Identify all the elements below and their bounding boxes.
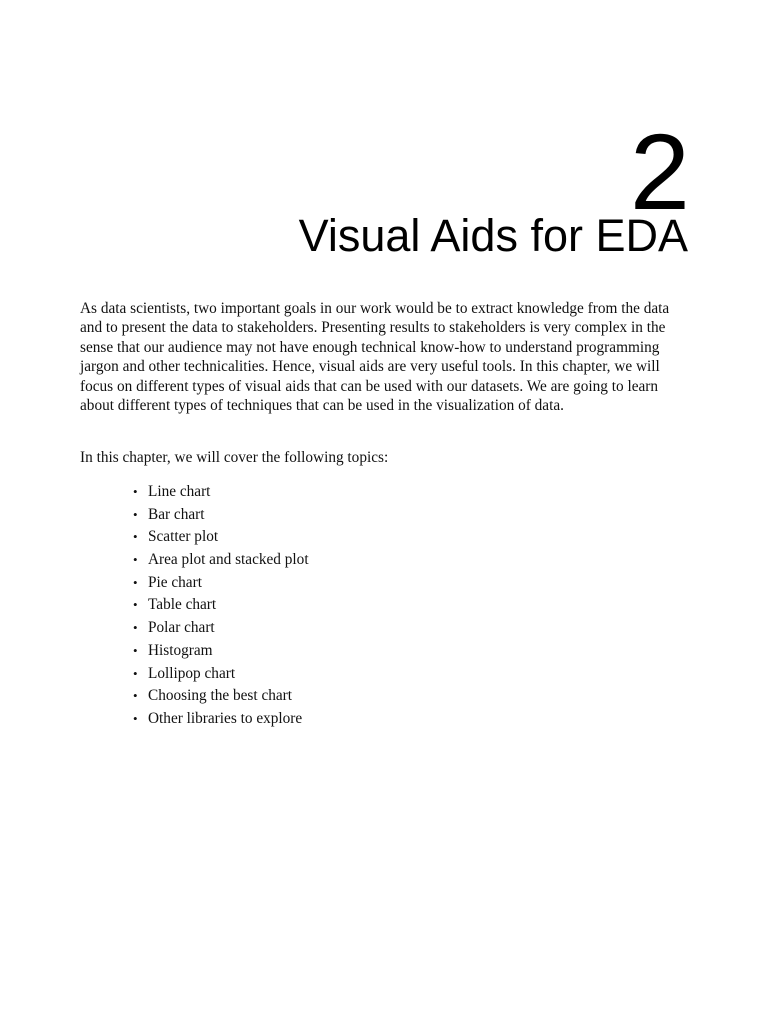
- chapter-title: Visual Aids for EDA: [298, 210, 688, 261]
- topic-label: Pie chart: [148, 573, 202, 591]
- bullet-icon: •: [133, 665, 138, 681]
- list-item: [133, 640, 309, 663]
- topic-label: Table chart: [148, 596, 217, 614]
- bullet-icon: •: [133, 620, 138, 636]
- topic-label: Area plot and stacked plot: [148, 551, 309, 569]
- topic-label: Other libraries to explore: [148, 709, 303, 727]
- list-item: [133, 481, 309, 504]
- list-item: [133, 708, 309, 731]
- list-item: [133, 685, 309, 708]
- topic-label: Line chart: [148, 483, 211, 500]
- list-item: [133, 526, 309, 549]
- chapter-number: 2: [629, 111, 688, 232]
- topic-list: [133, 481, 309, 731]
- bullet-icon: •: [133, 597, 138, 613]
- bullet-icon: •: [133, 688, 138, 704]
- intro-paragraph: As data scientists, two important goals in our work would be to extract knowledge from the data and to present the data to stakeholders. Presenting results to stakeholders is very complex in the sense that our audience may not have enough technical know-how to understand programming jargon and other technicalities. Hence, visual aids are very useful tools. In this chapter, we will focus on different types of visual aids that can be used with our datasets. We are going to learn about different types of techniques that can be used in the visualization of data.: [80, 300, 670, 415]
- bullet-icon: •: [133, 529, 138, 545]
- topic-label: Scatter plot: [148, 528, 219, 546]
- bullet-icon: •: [133, 710, 138, 726]
- topic-label: Bar chart: [148, 505, 205, 523]
- list-item: [133, 549, 309, 572]
- list-item: [133, 594, 309, 617]
- topic-label: Histogram: [148, 641, 213, 659]
- bullet-icon: •: [133, 484, 138, 499]
- bullet-icon: •: [133, 552, 138, 568]
- topic-label: Polar chart: [148, 619, 215, 637]
- list-item: [133, 663, 309, 686]
- bullet-icon: •: [133, 642, 138, 658]
- list-item: [133, 617, 309, 640]
- topic-label: Choosing the best chart: [148, 687, 293, 705]
- list-item: [133, 504, 309, 527]
- topic-label: Lollipop chart: [148, 664, 236, 682]
- list-item: [133, 572, 309, 595]
- topics-intro: In this chapter, we will cover the following topics:: [80, 449, 389, 466]
- bullet-icon: •: [133, 574, 138, 590]
- bullet-icon: •: [133, 506, 138, 522]
